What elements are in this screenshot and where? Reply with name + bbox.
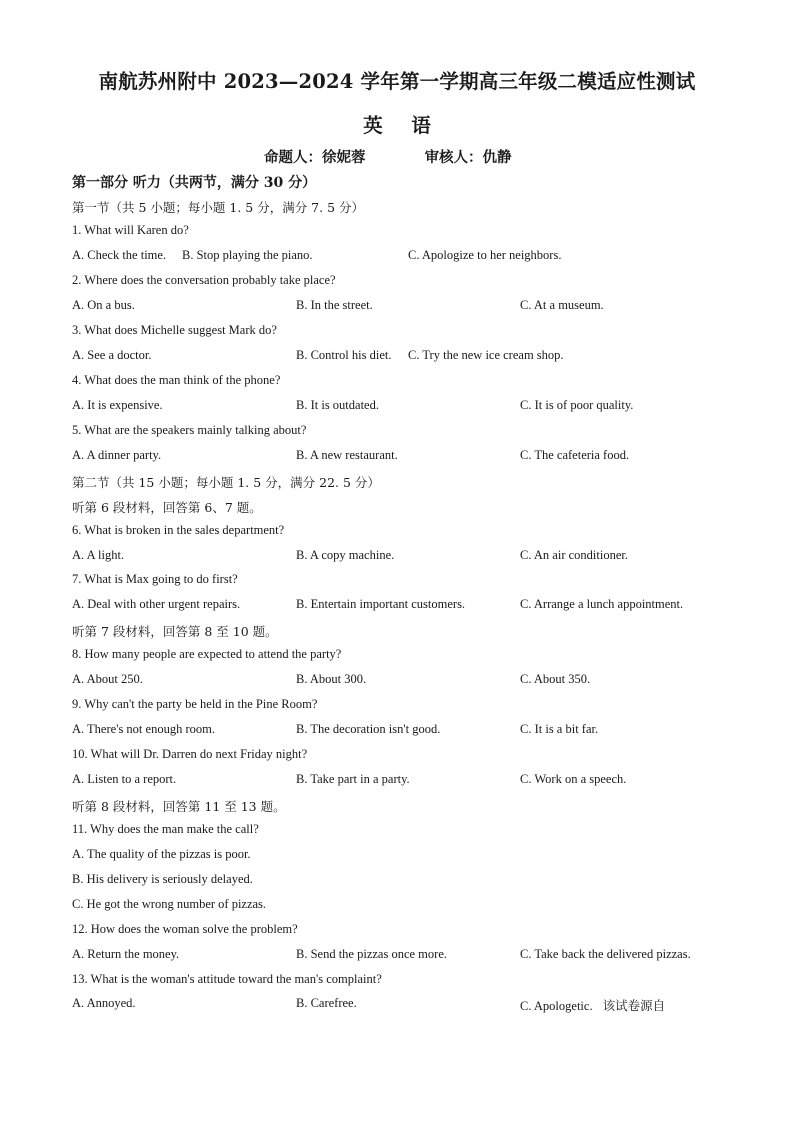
authors-line (264, 146, 512, 167)
setter-label: 命题人：徐妮蓉 (264, 149, 366, 166)
question-13: 13. What is the woman's attitude toward the man's complaint? (72, 972, 382, 986)
q4-option-a: A. It is expensive. (72, 398, 163, 412)
q12-option-b: B. Send the pizzas once more. (296, 947, 447, 961)
q13-option-c-text: C. Apologetic. (520, 999, 593, 1013)
question-1: 1. What will Karen do? (72, 223, 189, 237)
question-5: 5. What are the speakers mainly talking about? (72, 423, 307, 437)
source-watermark-text: 该试卷源自 (602, 998, 666, 1013)
q7-option-b: B. Entertain important customers. (296, 597, 466, 611)
q4-option-c: C. It is of poor quality. (520, 398, 634, 412)
q9-option-c: C. It is a bit far. (520, 722, 599, 736)
q4-option-b: B. It is outdated. (296, 398, 379, 412)
instruction-6-7: 听第 6 段材料，回答第 6、7 题。 (72, 500, 262, 515)
q6-option-a: A. A light. (72, 548, 125, 562)
q12-option-a: A. Return the money. (72, 947, 180, 961)
q6-option-c: C. An air conditioner. (520, 548, 628, 562)
section1-heading: 第一节（共 5 小题；每小题 1. 5 分，满分 7. 5 分） (72, 200, 364, 215)
q1-option-b: B. Stop playing the piano. (182, 248, 313, 262)
q3-option-a: A. See a doctor. (72, 348, 152, 362)
q10-option-c: C. Work on a speech. (520, 772, 627, 786)
q11-option-a: A. The quality of the pizzas is poor. (72, 847, 251, 861)
q7-option-a: A. Deal with other urgent repairs. (72, 597, 241, 611)
question-2: 2. Where does the conversation probably take place? (72, 273, 336, 287)
question-9: 9. Why can't the party be held in the Pine Room? (72, 697, 318, 711)
question-4: 4. What does the man think of the phone? (72, 373, 281, 387)
question-7: 7. What is Max going to do first? (72, 572, 238, 586)
instruction-8-10: 听第 7 段材料，回答第 8 至 10 题。 (72, 624, 278, 639)
q13-option-b: B. Carefree. (296, 996, 357, 1010)
q10-option-b: B. Take part in a party. (296, 772, 410, 786)
q2-option-b: B. In the street. (296, 298, 373, 312)
q3-option-b: B. Control his diet. (296, 348, 392, 362)
section2-heading: 第二节（共 15 小题；每小题 1. 5 分，满分 22. 5 分） (72, 475, 380, 490)
q1-option-c: C. Apologize to her neighbors. (408, 248, 562, 262)
q5-option-c: C. The cafeteria food. (520, 448, 630, 462)
exam-title: 南航苏州附中 2023—2024 学年第一学期高三年级二模适应性测试 (98, 70, 696, 93)
question-3: 3. What does Michelle suggest Mark do? (72, 323, 277, 337)
q6-option-b: B. A copy machine. (296, 548, 395, 562)
question-10: 10. What will Dr. Darren do next Friday night? (72, 747, 308, 761)
q5-option-a: A. A dinner party. (72, 448, 162, 462)
question-6: 6. What is broken in the sales department? (72, 523, 285, 537)
q11-option-b: B. His delivery is seriously delayed. (72, 872, 253, 886)
question-8: 8. How many people are expected to attend the party? (72, 647, 342, 661)
q2-option-c: C. At a museum. (520, 298, 604, 312)
q8-option-b: B. About 300. (296, 672, 367, 686)
q13-option-c (520, 996, 665, 1014)
q5-option-b: B. A new restaurant. (296, 448, 398, 462)
q1-option-a: A. Check the time. (72, 248, 167, 262)
q12-option-c: C. Take back the delivered pizzas. (520, 947, 691, 961)
q10-option-a: A. Listen to a report. (72, 772, 177, 786)
q8-option-a: A. About 250. (72, 672, 143, 686)
subject-title: 英 语 (363, 114, 431, 137)
q13-option-a: A. Annoyed. (72, 996, 136, 1010)
q2-option-a: A. On a bus. (72, 298, 135, 312)
q3-option-c: C. Try the new ice cream shop. (408, 348, 564, 362)
question-12: 12. How does the woman solve the problem? (72, 922, 298, 936)
instruction-11-13: 听第 8 段材料，回答第 11 至 13 题。 (72, 799, 286, 814)
question-11: 11. Why does the man make the call? (72, 822, 259, 836)
part1-heading: 第一部分 听力（共两节，满分 30 分） (72, 175, 317, 191)
q9-option-b: B. The decoration isn't good. (296, 722, 441, 736)
q7-option-c: C. Arrange a lunch appointment. (520, 597, 684, 611)
reviewer-label: 审核人：仇静 (424, 149, 512, 166)
q11-option-c: C. He got the wrong number of pizzas. (72, 897, 267, 911)
q9-option-a: A. There's not enough room. (72, 722, 215, 736)
q8-option-c: C. About 350. (520, 672, 591, 686)
